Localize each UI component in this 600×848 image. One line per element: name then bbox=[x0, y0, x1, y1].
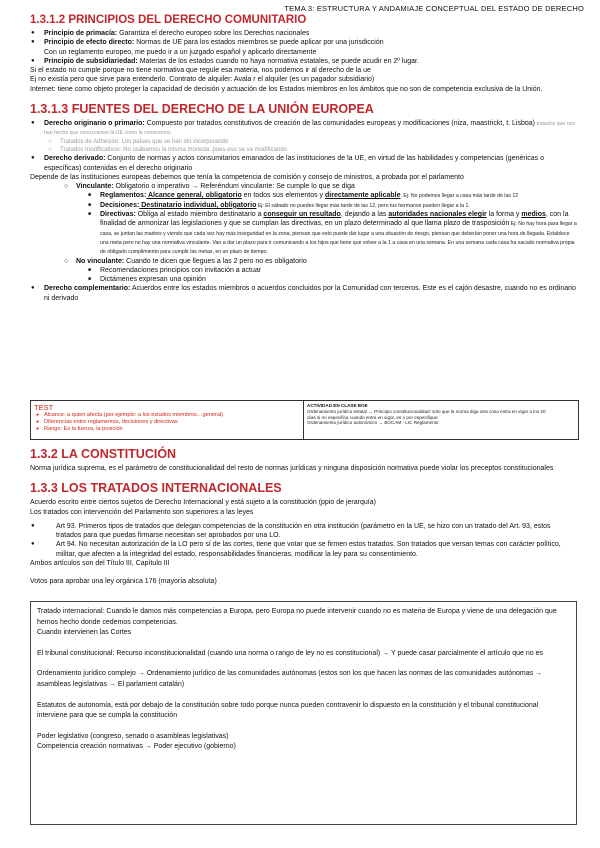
list-item: ■ Directivas: Obliga al estado miembro destinatario a conseguir un resultado, dejando a las autoridades nacionales elegir la forma y medios, con la finalidad de armonizar las legislaciones y que se cumplan las directivas, en un plazo determinado al que llama plazo de trasposición Ej: No hay hora para llegar a casa, se juntan las madres y viendo que cada vez hay más inseguridad en la zona, piensan que esto puede dar lugar a una situación de riesgo, piensan que deberían poner una hora de llegada. Establece una meta pero no hay una normativa vinculante. Van a dar un plazo para ir comunicando a los hijos que tiene que volver a la 1 a casa en una semana. En una semana cada casa ha sacado normativa propia de obligado cumplimiento para cumplir las metas, en un plazo de tiempo. bbox=[30, 210, 578, 256]
principios-list bbox=[30, 29, 578, 48]
paragraph: Votos para aprobar una ley orgánica 176 (mayoría absoluta) bbox=[30, 578, 217, 586]
list-item: ○ Vinculante: Obligatorio o imperativo → Referéndum vinculante: Se cumple lo que se diga bbox=[30, 182, 578, 191]
paragraph: Internet: tiene como objeto proteger la capacidad de decisión y actuación de los Estados miembros en los ámbitos que no son de competencia exclusiva de la Unión. bbox=[30, 85, 543, 93]
paragraph: Ej no existía pero que sirve para entenderlo. Contrato de alquiler: Avala r el alquiler (es un pagador subsidiario) bbox=[30, 76, 375, 84]
list-item: ● Alcance: a quien afecta (por ejemplo: a los estados miembros…general) bbox=[34, 412, 300, 419]
box-line: Cuando intervienen las Cortes bbox=[37, 629, 132, 637]
section-heading-principios: 1.3.1.2 PRINCIPIOS DEL DERECHO COMUNITARIO bbox=[30, 14, 307, 26]
summary-box bbox=[30, 601, 577, 825]
lower-content bbox=[30, 447, 577, 587]
paragraph: Los tratados con intervención del Parlamento son superiores a las leyes bbox=[30, 508, 254, 516]
test-list bbox=[34, 412, 300, 434]
principios-list-2 bbox=[30, 57, 578, 66]
test-table bbox=[30, 400, 579, 440]
box-line: El tribunal constitucional: Recurso inconstitucionalidad (cuando una norma o rango de ley no es constitucional) → Y puede casar parcialmente el artículo que no es bbox=[37, 649, 543, 657]
list-item: ● Rango: Es la fuerza, la posición bbox=[34, 426, 300, 433]
list-item: ○ Tratados de Adhesión: Los países que se han ido incorporando bbox=[30, 138, 578, 146]
activity-line: Ordenamiento jurídico estatal → Principio constitucionalidad: solo que la norma diga otra cosa entra en vigor a los 20 bbox=[307, 409, 546, 414]
list-item: ■ Reglamentos: Alcance general, obligatorio en todos sus elementos y directamente aplicable. Ej: No podemos llegar a casa más tarde de las 12 bbox=[30, 191, 578, 200]
section-heading-fuentes: 1.3.1.3 FUENTES DEL DERECHO DE LA UNIÓN EUROPEA bbox=[30, 102, 374, 117]
vinculante-list bbox=[30, 182, 578, 303]
section-heading-tratados: 1.3.3 LOS TRATADOS INTERNACIONALES bbox=[30, 481, 282, 496]
articulos-list bbox=[30, 522, 577, 559]
paragraph: Depende de las instituciones europeas debemos que tenía la competencia de comisión y consejo de ministros, a probada por el parlamento bbox=[30, 173, 464, 181]
list-item: ● Derecho originario o primario: Compuesto por tratados constitutivos de creación de las comunidades europeas y modificaciones (niza, maastrickt, t. Lisboa) tratados que nos han hecho que conozcamos la UE como la conocemos. bbox=[30, 119, 578, 138]
activity-line: días si no especifica cuando entra en vigor, es o por especifique bbox=[307, 414, 438, 420]
activity-cell bbox=[304, 401, 578, 439]
list-item: ■ Decisiones: Destinatario individual, obligatorio Ej: El sábado no puedes llegar más tarde de las 12, pero tus hermanos pueden llegar a la 1. bbox=[30, 201, 578, 210]
list-item: ○ Tratados modificativos: No usábamos la misma moneda, pues eso se va modificando bbox=[30, 146, 578, 154]
test-cell bbox=[31, 401, 304, 439]
activity-line: Ordenamiento jurídico autonómico → BOCAM - LIC Reglamento bbox=[307, 420, 439, 426]
box-line: Competencia creación normativas → Poder ejecutivo (gobierno) bbox=[37, 743, 236, 751]
section-heading-constitucion: 1.3.2 LA CONSTITUCIÓN bbox=[30, 447, 177, 461]
list-item: ○ No vinculante: Cuando te dicen que llegues a las 2 pero no es obligatorio bbox=[30, 257, 578, 266]
box-line: Ordenamiento jurídico complejo → Ordenamiento jurídico de las comunidades autónomas (estos son los que hacen las normas de las comunidades autónomas → asambleas legislativas → El parlament catalán) bbox=[37, 670, 543, 688]
page-header: TEMA 3: ESTRUCTURA Y ANDAMIAJE CONCEPTUAL DEL ESTADO DE DERECHO bbox=[284, 4, 584, 13]
list-item: ■ Dictámenes expresan una opinión bbox=[30, 275, 578, 284]
test-title: TEST bbox=[34, 403, 54, 412]
list-item: ● Derecho complementario: Acuerdos entre los estados miembros o acuerdos concluidos por la Comunidad con terceros. Este es el cajón desastre, cuando no es ordinario ni derivado bbox=[30, 284, 578, 303]
fuentes-list bbox=[30, 119, 578, 173]
activity-title: ACTIVIDAD EN CLASE BOE bbox=[307, 403, 368, 408]
box-line: Poder legislativo (congreso, senado o asambleas legislativas) bbox=[37, 732, 229, 740]
list-item: ● Art 94. No necesitan autorización de la LO pero sí de las cortes, tiene que votar que se firmen estos tratados. Son tratados que versan temas con carácter político, militar, que afecten a la integridad del estado, responsabilidades financieras, modificar la ley para su consentimiento. bbox=[30, 540, 577, 559]
upper-content bbox=[30, 14, 578, 303]
list-item: ● Principio de efecto directo: Normas de UE para los estados miembros se puede aplicar por una jurisdicción bbox=[30, 38, 578, 47]
paragraph: Acuerdo escrito entre ciertos sujetos de Derecho Internacional y está sujeto a la constitución (ppio de jerarquía) bbox=[30, 499, 376, 507]
list-item: ● Principio de subsidiariedad: Materias de los estados cuando no haya normativa estatales, se puede acudir en 2º lugar. bbox=[30, 57, 578, 66]
paragraph: Norma jurídica suprema, es el parámetro de constitucionalidad del resto de normas jurídicas y ninguna disposición normativa puede violar los preceptos constitucionales bbox=[30, 465, 554, 472]
list-item: ● Derecho derivado: Conjunto de normas y actos consumitarios emanados de las instituciones de la UE, en virtud de las habilidades y competencias (genéricas o específicas) contenidas en el derecho originario bbox=[30, 154, 578, 173]
list-item: ■ Recomendaciones principios con invitación a actuar bbox=[30, 266, 578, 275]
efecto-directo-note: Con un reglamento europeo, me puedo ir a un juzgado español y aplicarlo directamente bbox=[44, 48, 317, 56]
paragraph: Si el estado no cumple porque no tiene normativa que regule esa materia, nos podemos ir al derecho de la ue bbox=[30, 67, 371, 75]
box-line: Estatutos de autonomía, está por debajo de la constitución sobre todo porque nunca pueden contravenir lo dispuesto en la constitución y el tribunal constitucional interviene para que se cumpla la constitución bbox=[37, 701, 539, 720]
list-item: ● Principio de primacía: Garantiza el derecho europeo sobre los Derechos nacionales bbox=[30, 29, 578, 38]
list-item: ● Art 93. Primeros tipos de tratados que delegan competencias de la constitución en otra institución (parámetro en la UE, se hizo con un tratado del Art. 93, estos tratados para que puedas firmarse necesitan ser aprobados por una LO. bbox=[30, 522, 577, 541]
paragraph: Ambos artículos son del Título III, Capítulo III bbox=[30, 560, 170, 568]
box-line: Tratado internacional: Cuando le damos más competencias a Europa, pero Europa no puede intervenir cuando no es materia de Europa y viene de una delegación que hemos hecho donde cedemos competencias. bbox=[37, 608, 557, 626]
list-item: ● Diferencias entre reglamentos, decisiones y directivas bbox=[34, 419, 300, 426]
